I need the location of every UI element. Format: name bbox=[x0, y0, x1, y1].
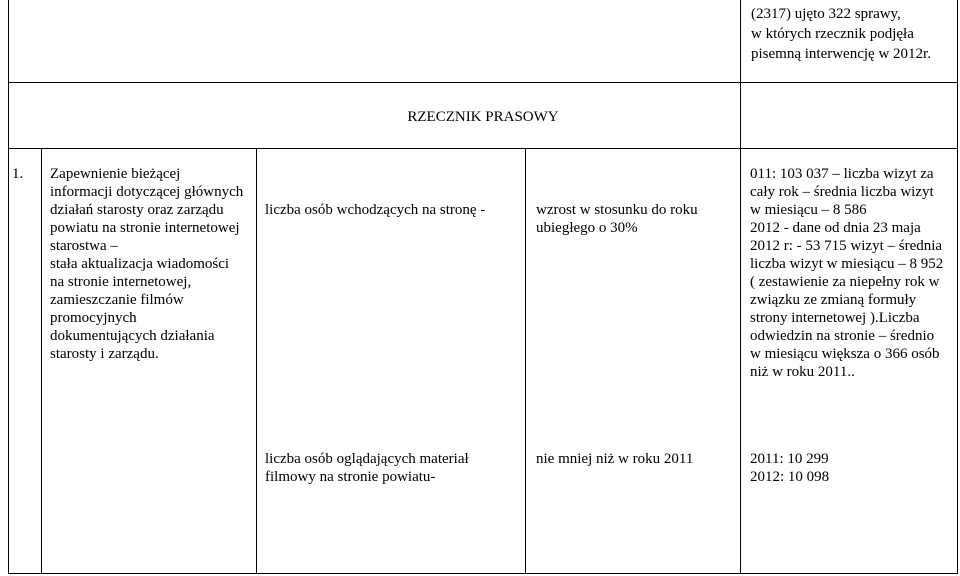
rule-after-task bbox=[256, 148, 257, 574]
result-line: cały rok – średnia liczba wizyt bbox=[750, 184, 934, 200]
section-title: RZECZNIK PRASOWY bbox=[407, 109, 559, 125]
task-line: powiatu na stronie internetowej bbox=[50, 220, 240, 236]
task-line: Zapewnienie bieżącej bbox=[50, 166, 181, 182]
rule-after-target bbox=[740, 0, 741, 574]
indicator-line: liczba osób oglądających materiał bbox=[265, 451, 469, 467]
task-line: dokumentujących działania bbox=[50, 328, 215, 344]
rule-after-number bbox=[41, 148, 42, 574]
top-note-line: w których rzecznik podjęła bbox=[751, 26, 914, 42]
target-film: nie mniej niż w roku 2011 bbox=[536, 451, 694, 467]
result-line: liczba wizyt w miesiącu – 8 952 bbox=[750, 256, 944, 272]
rule-top-section bbox=[8, 82, 958, 83]
result-line: w miesiącu większa o 366 osób bbox=[750, 346, 940, 362]
result-line: 011: 103 037 – liczba wizyt za bbox=[750, 166, 934, 182]
task-line: stała aktualizacja wiadomości bbox=[50, 256, 230, 272]
top-note bbox=[751, 4, 951, 64]
indicator-visits: liczba osób wchodzących na stronę - bbox=[265, 202, 486, 218]
task-line: informacji dotyczącej głównych bbox=[50, 184, 244, 200]
top-note-line: pisemną interwencję w 2012r. bbox=[751, 46, 931, 62]
task-line: działań starosty oraz zarządu bbox=[50, 202, 224, 218]
indicator-line: filmowy na stronie powiatu- bbox=[265, 469, 436, 485]
row-number: 1. bbox=[12, 166, 24, 182]
result-line: 2012 r: - 53 715 wizyt – średnia bbox=[750, 238, 943, 254]
task-line: zamieszczanie filmów bbox=[50, 292, 184, 308]
result-line: ( zestawienie za niepełny rok w bbox=[750, 274, 940, 290]
result-line: związku ze zmianą formuły bbox=[750, 292, 917, 308]
result-line: odwiedzin na stronie – średnio bbox=[750, 328, 935, 344]
result-visits bbox=[750, 165, 943, 381]
target-growth bbox=[536, 201, 698, 237]
top-note-line: (2317) ujęto 322 sprawy, bbox=[751, 6, 901, 22]
task-line: promocyjnych bbox=[50, 310, 137, 326]
task-line: starosty i zarządu. bbox=[50, 346, 159, 362]
task-line: na stronie internetowej, bbox=[50, 274, 192, 290]
rule-left-outer bbox=[8, 0, 9, 574]
result-line: 2012 - dane od dnia 23 maja bbox=[750, 220, 921, 236]
rule-after-indicator bbox=[525, 148, 526, 574]
target-line: ubiegłego o 30% bbox=[536, 220, 638, 236]
task-line: starostwa – bbox=[50, 238, 118, 254]
result-line: strony internetowej ).Liczba bbox=[750, 310, 920, 326]
result-film bbox=[750, 450, 829, 486]
result-line: niż w roku 2011.. bbox=[750, 364, 855, 380]
result-line: 2012: 10 098 bbox=[750, 469, 830, 485]
indicator-film-viewers bbox=[265, 450, 469, 486]
target-line: wzrost w stosunku do roku bbox=[536, 202, 698, 218]
rule-below-title bbox=[8, 148, 958, 149]
rule-right-outer bbox=[957, 0, 958, 574]
result-line: 2011: 10 299 bbox=[750, 451, 829, 467]
task-description bbox=[50, 165, 254, 363]
result-line: w miesiącu – 8 586 bbox=[750, 202, 867, 218]
rule-bottom-page bbox=[8, 573, 958, 574]
